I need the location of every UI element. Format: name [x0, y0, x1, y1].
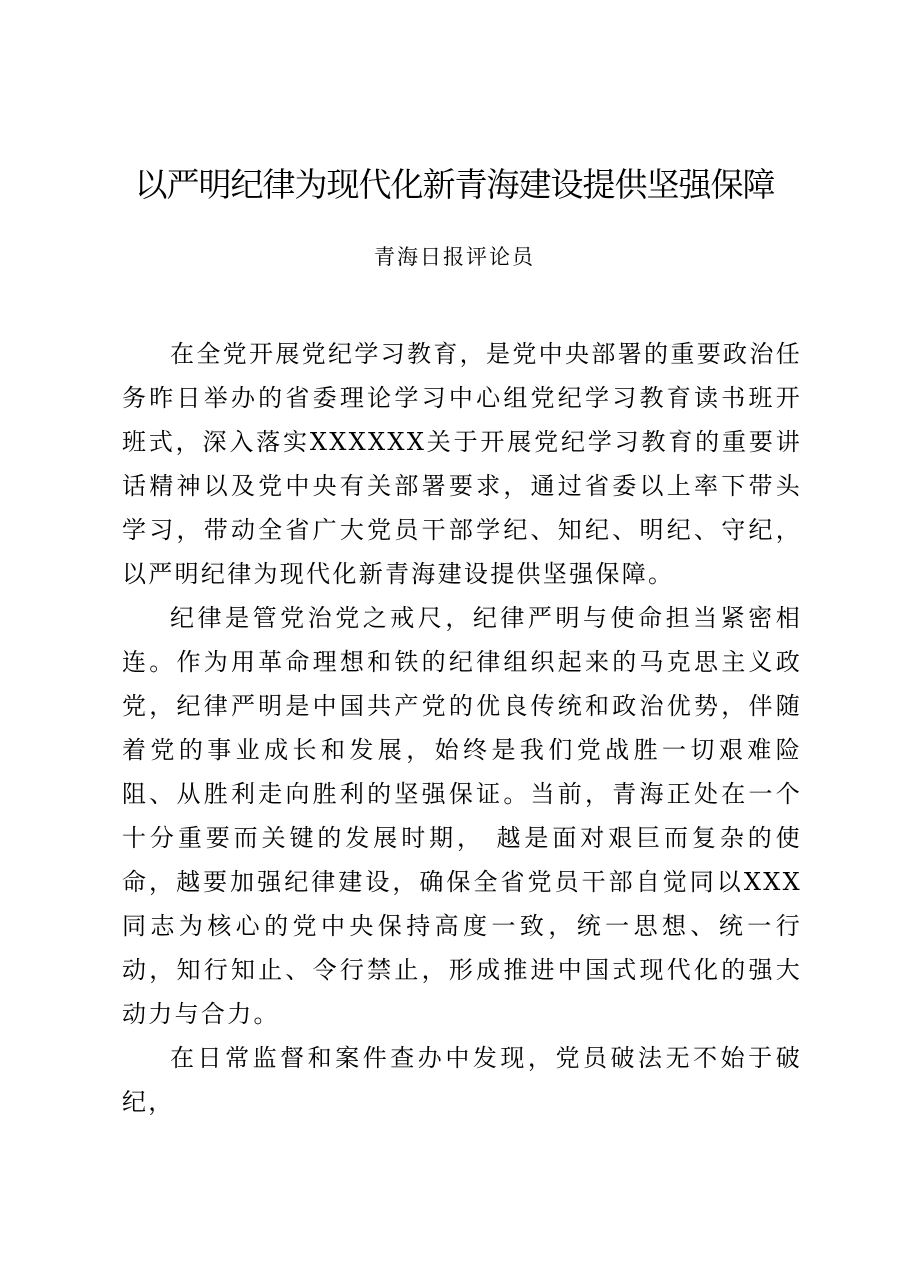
page-title: 以严明纪律为现代化新青海建设提供坚强保障 [134, 165, 775, 204]
byline: 青海日报评论员 [374, 245, 535, 269]
article-body [122, 332, 802, 1124]
paragraph: 纪律是管党治党之戒尺，纪律严明与使命担当紧密相连。作为用革命理想和铁的纪律组织起来的马克思主义政党，纪律严明是中国共产党的优良传统和政治优势，伴随着党的事业成长和发展，始终是我们党战胜一切艰难险阻、从胜利走向胜利的坚强保证。当前，青海正处在一个十分重要而关键的发展时期， 越是面对艰巨而复杂的使命，越要加强纪律建设，确保全省党员干部自觉同以XXX同志为核心的党中央保持高度一致，统一思想、统一行动，知行知止、令行禁止，形成推进中国式现代化的强大动力与合力。 [122, 604, 802, 1028]
paragraph: 在全党开展党纪学习教育，是党中央部署的重要政治任务昨日举办的省委理论学习中心组党纪学习教育读书班开班式，深入落实XXXXXX关于开展党纪学习教育的重要讲话精神以及党中央有关部署要求，通过省委以上率下带头学习，带动全省广大党员干部学纪、知纪、明纪、守纪，以严明纪律为现代化新青海建设提供坚强保障。 [122, 340, 802, 588]
paragraph: 在日常监督和案件查办中发现，党员破法无不始于破纪， [122, 1044, 802, 1116]
